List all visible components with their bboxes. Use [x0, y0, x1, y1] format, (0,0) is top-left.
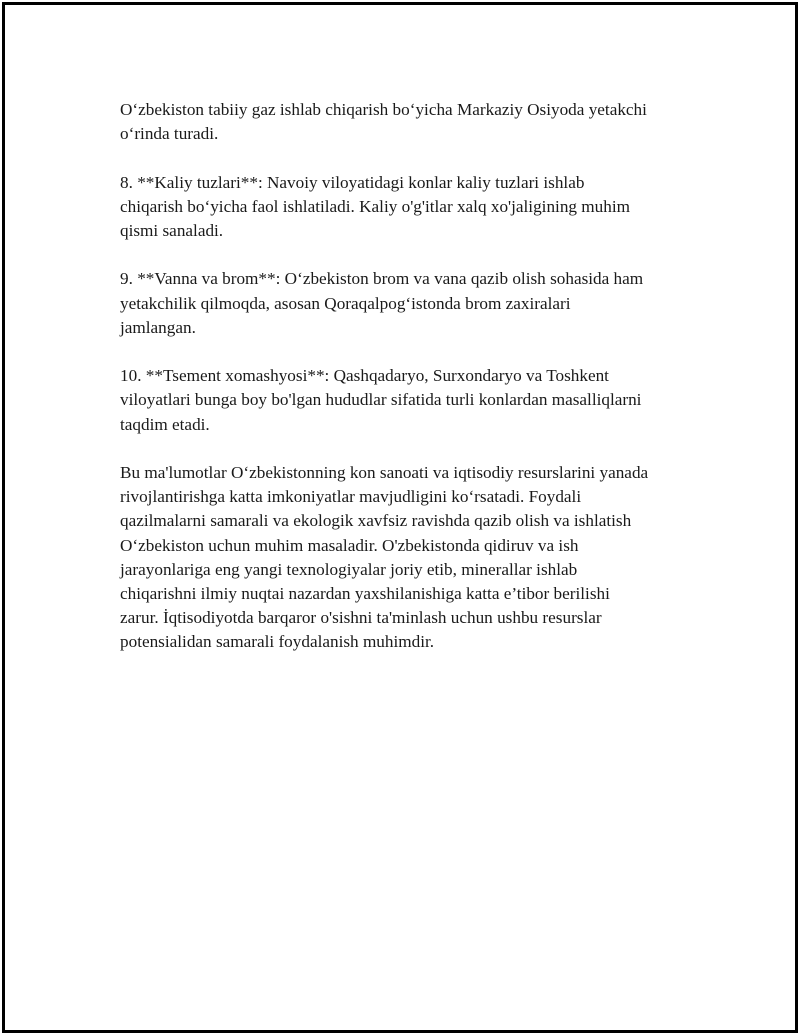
paragraph-potassium-salts: 8. **Kaliy tuzlari**: Navoiy viloyatidagi konlar kaliy tuzlari ishlab chiqarish bo‘yicha faol ishlatiladi. Kaliy o'g'itlar xalq xo'jaligining muhim qismi sanaladi. — [120, 172, 631, 240]
paragraph-conclusion: Bu ma'lumotlar O‘zbekistonning kon sanoati va iqtisodiy resurslarini yanada rivojlantirishga katta imkoniyatlar mavjudligini ko‘rsatadi. Foydali qazilmalarni samarali va ekologik xavfsiz ravishda qazib olish va ishlatish O‘zbekiston uchun muhim masaladir. O'zbekistonda qidiruv va ish jarayonlariga eng yangi texnologiyalar joriy etib, minerallar ishlab chiqarishni ilmiy nuqtai nazardan yaxshilanishiga katta e’tibor berilishi zarur. İqtisodiyotda barqaror o'sishni ta'minlash uchun ushbu resurslar potensialidan samarali foydalanish muhimdir. — [120, 462, 649, 652]
paragraph-vanadium-bromine: 9. **Vanna va brom**: O‘zbekiston brom va vana qazib olish sohasida ham yetakchilik qilmoqda, asosan Qoraqalpog‘istonda brom zaxiralari jamlangan. — [120, 269, 644, 337]
document-body — [120, 98, 700, 679]
paragraph-gas-intro: O‘zbekiston tabiiy gaz ishlab chiqarish bo‘yicha Markaziy Osiyoda yetakchi o‘rinda turadi. — [120, 100, 647, 144]
paragraph-cement-raw-material: 10. **Tsement xomashyosi**: Qashqadaryo, Surxondaryo va Toshkent viloyatlari bunga boy bo'lgan hududlar sifatida turli konlardan masalliqlarni taqdim etadi. — [120, 366, 642, 434]
document-page — [2, 2, 798, 1033]
